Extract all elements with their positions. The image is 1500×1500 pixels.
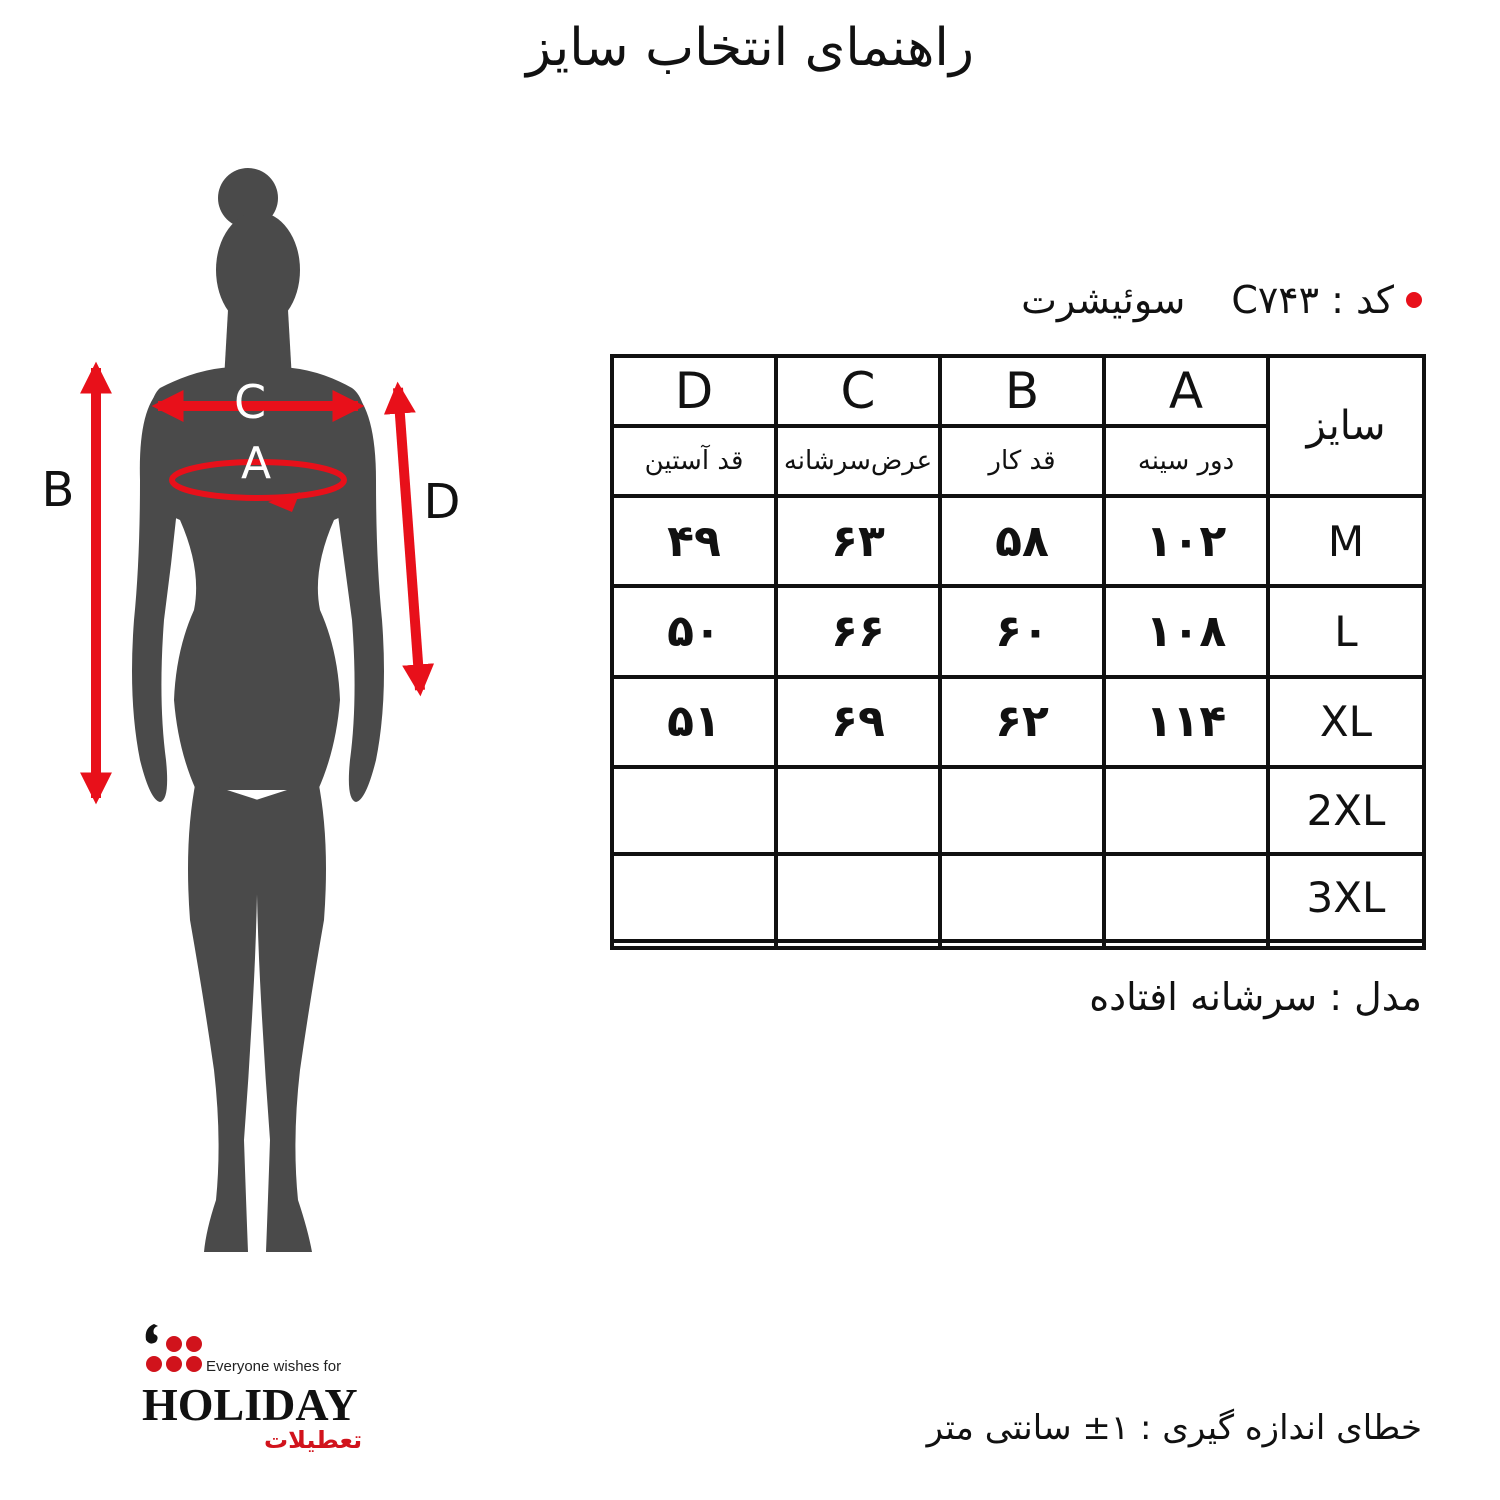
- cell-b: ۶۲: [940, 677, 1104, 767]
- table-row: [612, 496, 1424, 586]
- cell-d: [612, 854, 776, 941]
- bullet-dot-icon: [1406, 292, 1422, 308]
- cell-d: ۵۱: [612, 677, 776, 767]
- table-row: [612, 941, 1424, 948]
- logo-dots-icon: [140, 1320, 210, 1376]
- arrow-d: [398, 388, 420, 690]
- cell-size: [1268, 941, 1424, 948]
- column-label-b: قد کار: [940, 426, 1104, 496]
- label-d: D: [423, 474, 461, 530]
- logo-brand-fa: تعطیلات: [264, 1426, 363, 1454]
- cell-b: ۵۸: [940, 496, 1104, 586]
- table-header-letters: [612, 356, 1424, 426]
- cell-size: M: [1268, 496, 1424, 586]
- woman-silhouette: [132, 168, 384, 1252]
- cell-size: XL: [1268, 677, 1424, 767]
- column-letter-b: B: [940, 356, 1104, 426]
- cell-d: [612, 767, 776, 854]
- size-table: [610, 354, 1426, 950]
- cell-a: [1104, 854, 1268, 941]
- product-name: سوئیشرت: [1021, 278, 1186, 322]
- cell-size: 2XL: [1268, 767, 1424, 854]
- logo-brand: HOLIDAY: [142, 1379, 358, 1430]
- cell-a: [1104, 941, 1268, 948]
- table-row: [612, 586, 1424, 676]
- cell-b: [940, 854, 1104, 941]
- cell-b: [940, 941, 1104, 948]
- measurement-error-note: خطای اندازه گیری : ۱± سانتی متر: [926, 1408, 1422, 1448]
- cell-c: ۶۹: [776, 677, 940, 767]
- holiday-logo: [140, 1320, 380, 1460]
- cell-d: ۴۹: [612, 496, 776, 586]
- cell-c: [776, 767, 940, 854]
- column-label-a: دور سینه: [1104, 426, 1268, 496]
- cell-d: ۵۰: [612, 586, 776, 676]
- label-c: C: [233, 375, 267, 429]
- label-b: B: [41, 462, 75, 518]
- cell-a: ۱۰۸: [1104, 586, 1268, 676]
- table-row: [612, 677, 1424, 767]
- model-note: مدل : سرشانه افتاده: [1089, 975, 1422, 1019]
- cell-b: ۶۰: [940, 586, 1104, 676]
- label-a: A: [240, 438, 272, 489]
- column-label-c: عرض‌سرشانه: [776, 426, 940, 496]
- cell-c: [776, 854, 940, 941]
- cell-c: [776, 941, 940, 948]
- cell-c: ۶۶: [776, 586, 940, 676]
- cell-a: ۱۱۴: [1104, 677, 1268, 767]
- cell-b: [940, 767, 1104, 854]
- column-letter-c: C: [776, 356, 940, 426]
- code-value: C۷۴۳: [1231, 278, 1320, 322]
- cell-c: ۶۳: [776, 496, 940, 586]
- product-code: [1021, 278, 1422, 322]
- page-title: راهنمای انتخاب سایز: [526, 18, 974, 78]
- column-label-d: قد آستین: [612, 426, 776, 496]
- body-measurement-figure: [0, 140, 520, 1270]
- cell-a: [1104, 767, 1268, 854]
- column-letter-d: D: [612, 356, 776, 426]
- size-column-header: سایز: [1268, 356, 1424, 496]
- cell-d: [612, 941, 776, 948]
- table-row: [612, 854, 1424, 941]
- cell-a: ۱۰۲: [1104, 496, 1268, 586]
- cell-size: 3XL: [1268, 854, 1424, 941]
- code-label: کد :: [1331, 278, 1394, 322]
- cell-size: L: [1268, 586, 1424, 676]
- table-row: [612, 767, 1424, 854]
- column-letter-a: A: [1104, 356, 1268, 426]
- logo-tagline: Everyone wishes for: [206, 1358, 342, 1375]
